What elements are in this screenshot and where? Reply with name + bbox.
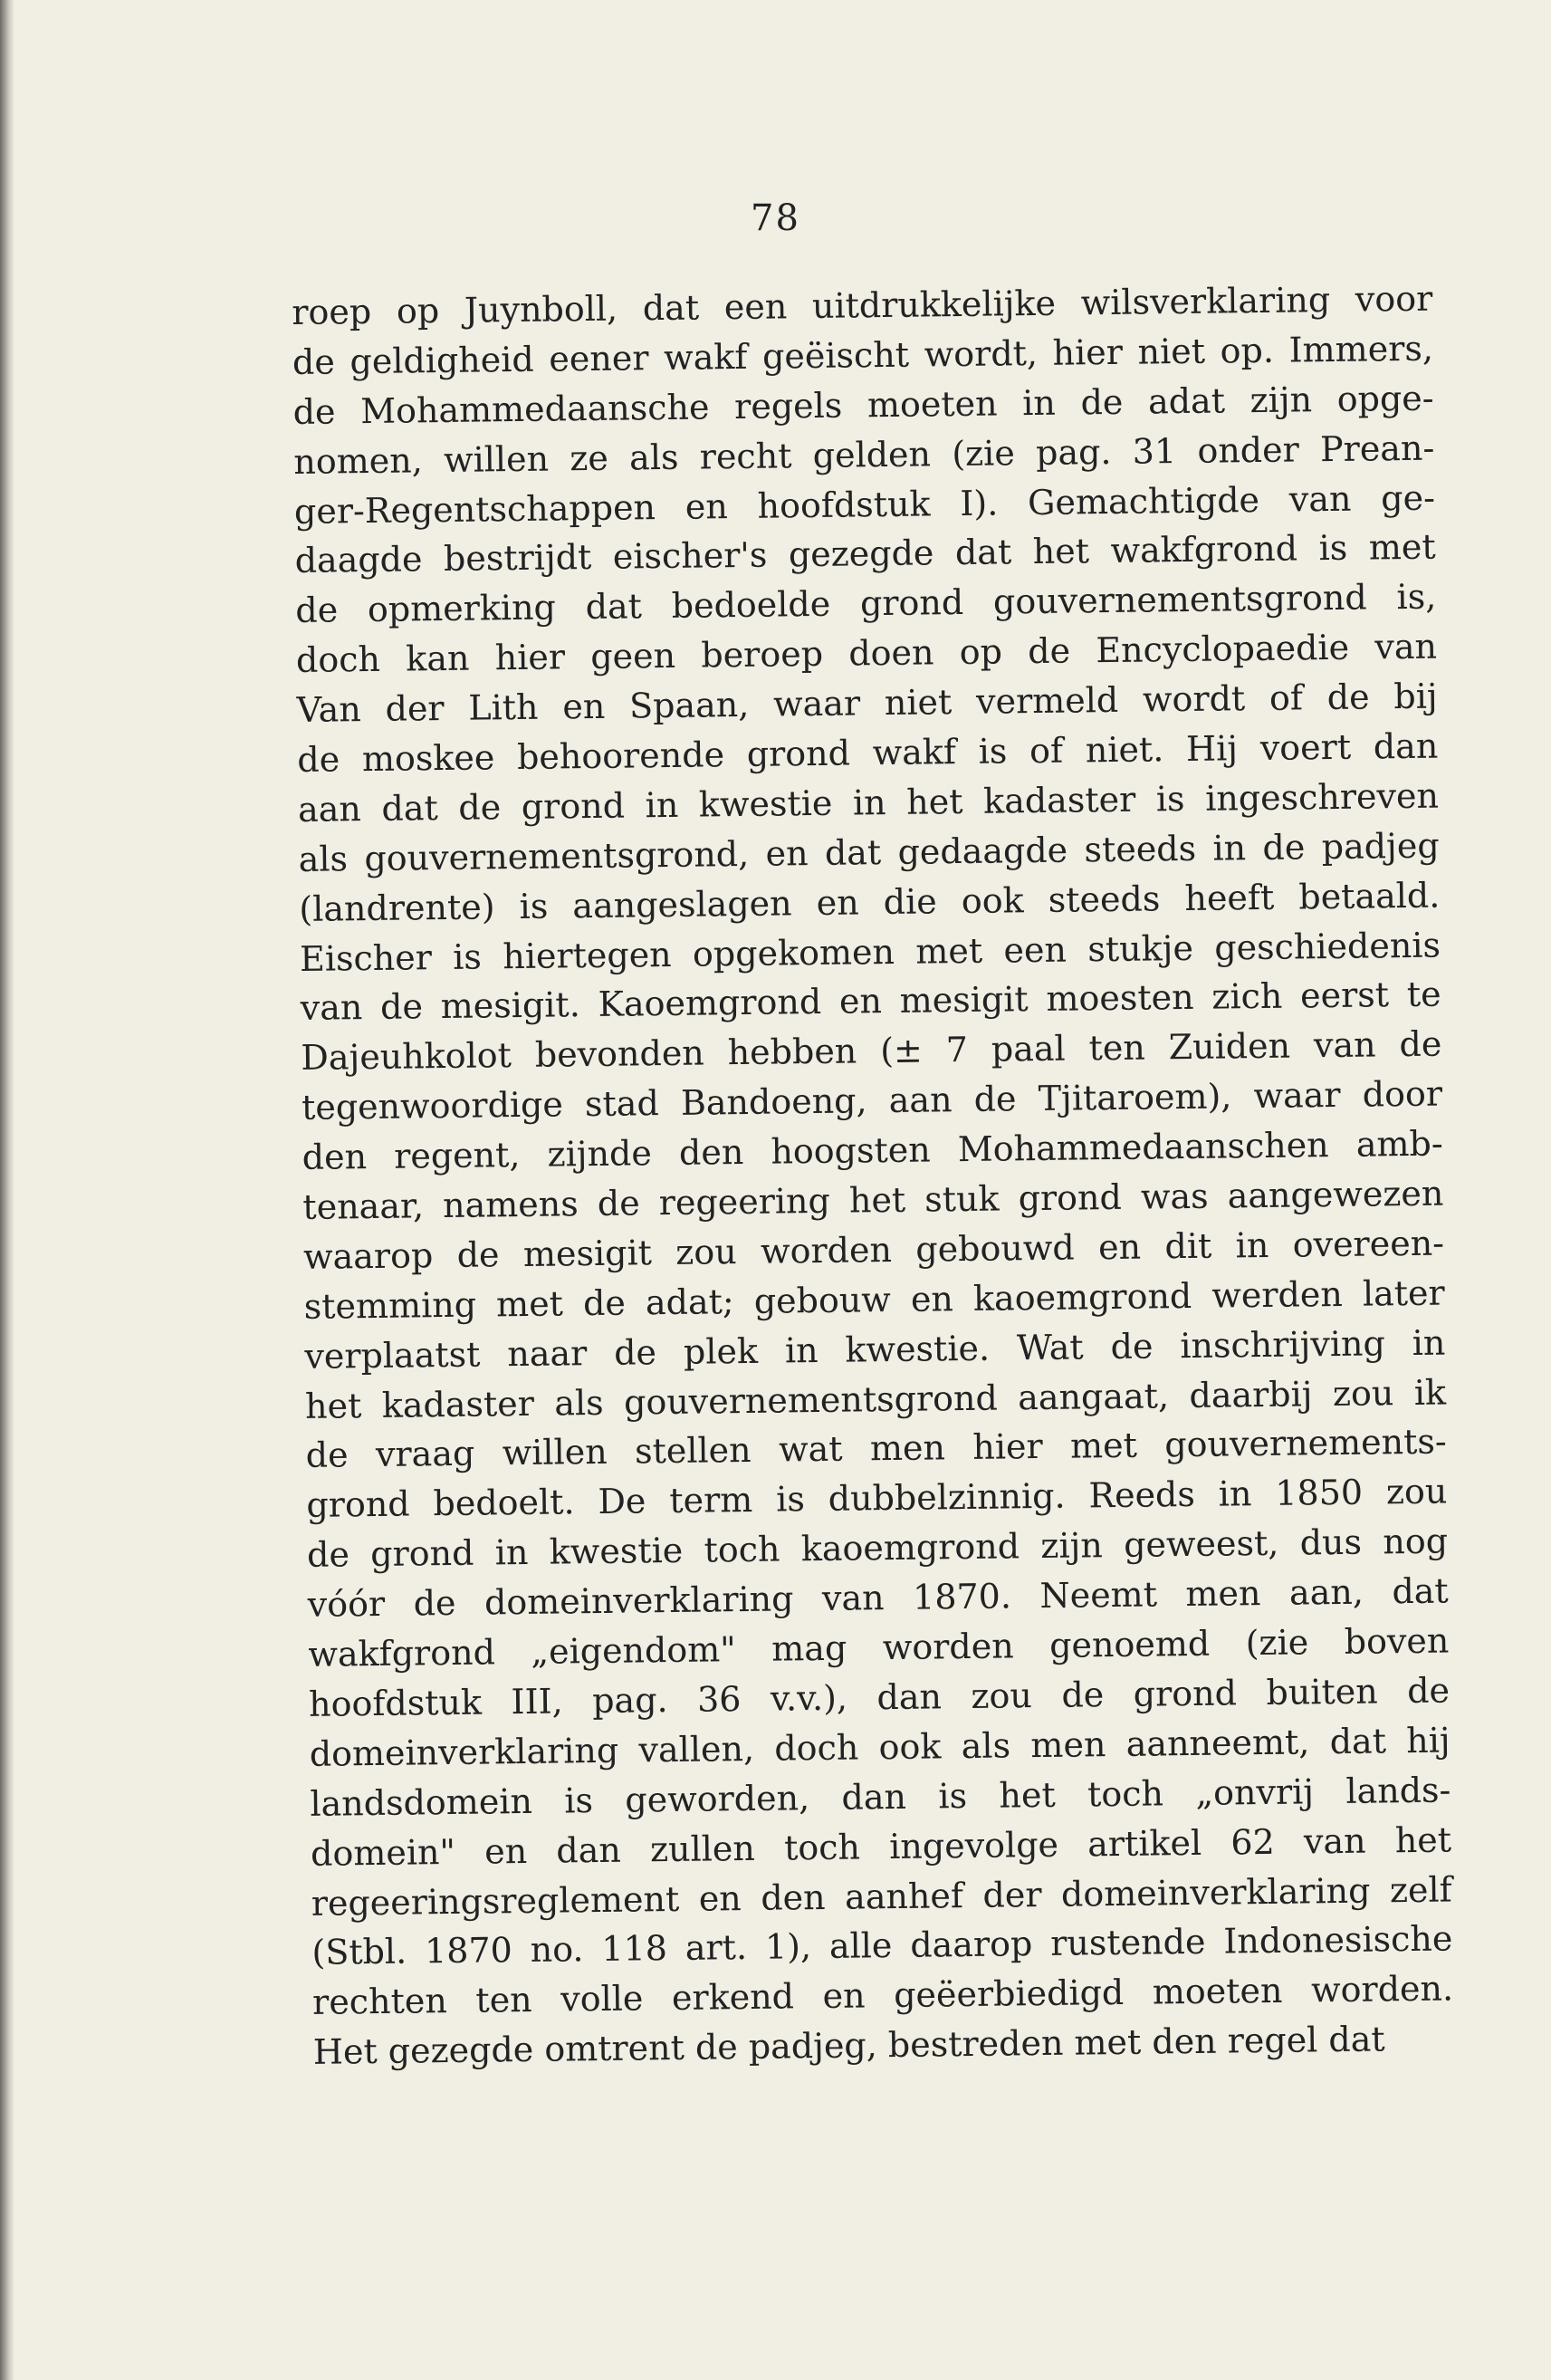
text-line-content: den regent, zijnde den hoogsten Mohammedaanschen amb-	[302, 1123, 1443, 1178]
text-line-content: nomen, willen ze als recht gelden (zie pag. 31 onder Prean-	[293, 427, 1435, 482]
text-line-content: van de mesigit. Kaoemgrond en mesigit moesten zich eerst te	[300, 974, 1441, 1029]
text-line-content: domeinverklaring vallen, doch ook als men aanneemt, dat hij	[309, 1720, 1450, 1774]
text-line-content: landsdomein is geworden, dan is het toch „onvrij lands-	[310, 1770, 1451, 1824]
text-line-content: als gouvernementsgrond, en dat gedaagde steeds in de padjeg	[298, 825, 1440, 879]
text-line-content: Eischer is hiertegen opgekomen met een stukje geschiedenis	[299, 925, 1441, 979]
text-line-content: aan dat de grond in kwestie in het kadaster is ingeschreven	[297, 775, 1440, 830]
text-line-content: daagde bestrijdt eischer's gezegde dat het wakfgrond is met	[294, 527, 1436, 581]
text-line-content: Dajeuhkolot bevonden hebben (± 7 paal ten Zuiden van de	[301, 1023, 1442, 1079]
text-line-content: wakfgrond „eigendom" mag worden genoemd (zie boven	[308, 1620, 1450, 1675]
text-line-content: tenaar, namens de regeering het stuk grond was aangewezen	[302, 1173, 1444, 1227]
text-line-content: de opmerking dat bedoelde grond gouvernementsgrond is,	[295, 576, 1437, 631]
text-line-content: de Mohammedaansche regels moeten in de adat zijn opge-	[292, 378, 1434, 432]
text-line-content: Het gezegde omtrent de padjeg, bestreden met den regel dat	[312, 2019, 1385, 2073]
text-line-content: de grond in kwestie toch kaoemgrond zijn geweest, dus nog	[306, 1521, 1449, 1576]
text-line-content: de moskee behoorende grond wakf is of niet. Hij voert dan	[297, 725, 1439, 780]
text-line-content: (Stbl. 1870 no. 118 art. 1), alle daarop rustende Indonesische	[311, 1918, 1453, 1973]
text-line-content: grond bedoelt. De term is dubbelzinnig. Reeds in 1850 zou	[306, 1471, 1448, 1526]
text-line-content: het kadaster als gouvernementsgrond aangaat, daarbij zou ik	[304, 1372, 1447, 1426]
page-number: 78	[751, 197, 800, 239]
text-line-content: hoofdstuk III, pag. 36 v.v.), dan zou de grond buiten de	[308, 1670, 1450, 1724]
text-line-content: domein" en dan zullen toch ingevolge artikel 62 van het	[310, 1819, 1452, 1874]
text-line-content: de geldigheid eener wakf geëischt wordt, hier niet op. Immers,	[292, 328, 1434, 382]
text-line-content: doch kan hier geen beroep doen op de Encyclopaedie van	[295, 626, 1438, 681]
text-line-content: vóór de domeinverklaring van 1870. Neemt men aan, dat	[307, 1570, 1449, 1626]
text-line-content: verplaatst naar de plek in kwestie. Wat de inschrijving in	[304, 1322, 1446, 1377]
text-line-content: (landrente) is aangeslagen en die ook steeds heeft betaald.	[299, 875, 1441, 929]
body-text	[292, 274, 1454, 2078]
text-line-content: roep op Juynboll, dat een uitdrukkelijke wilsverklaring voor	[292, 278, 1433, 332]
text-line-content: stemming met de adat; gebouw en kaoemgrond werden later	[303, 1272, 1445, 1327]
text-line-content: rechten ten volle erkend en geëerbiedigd moeten worden.	[311, 1968, 1454, 2023]
text-line-content: waarop de mesigit zou worden gebouwd en dit in overeen-	[302, 1223, 1445, 1277]
text-line-content: tegenwoordige stad Bandoeng, aan de Tjitaroem), waar door	[301, 1073, 1443, 1128]
text-line-content: regeeringsreglement en den aanhef der domeinverklaring zelf	[311, 1868, 1452, 1924]
text-line-content: Van der Lith en Spaan, waar niet vermeld wordt of de bij	[296, 676, 1438, 731]
text-line-content: ger-Regentschappen en hoofdstuk I). Gemachtigde van ge-	[293, 477, 1436, 532]
page-edge-shadow	[0, 0, 14, 2380]
text-line-content: de vraag willen stellen wat men hier met gouvernements-	[305, 1421, 1447, 1476]
